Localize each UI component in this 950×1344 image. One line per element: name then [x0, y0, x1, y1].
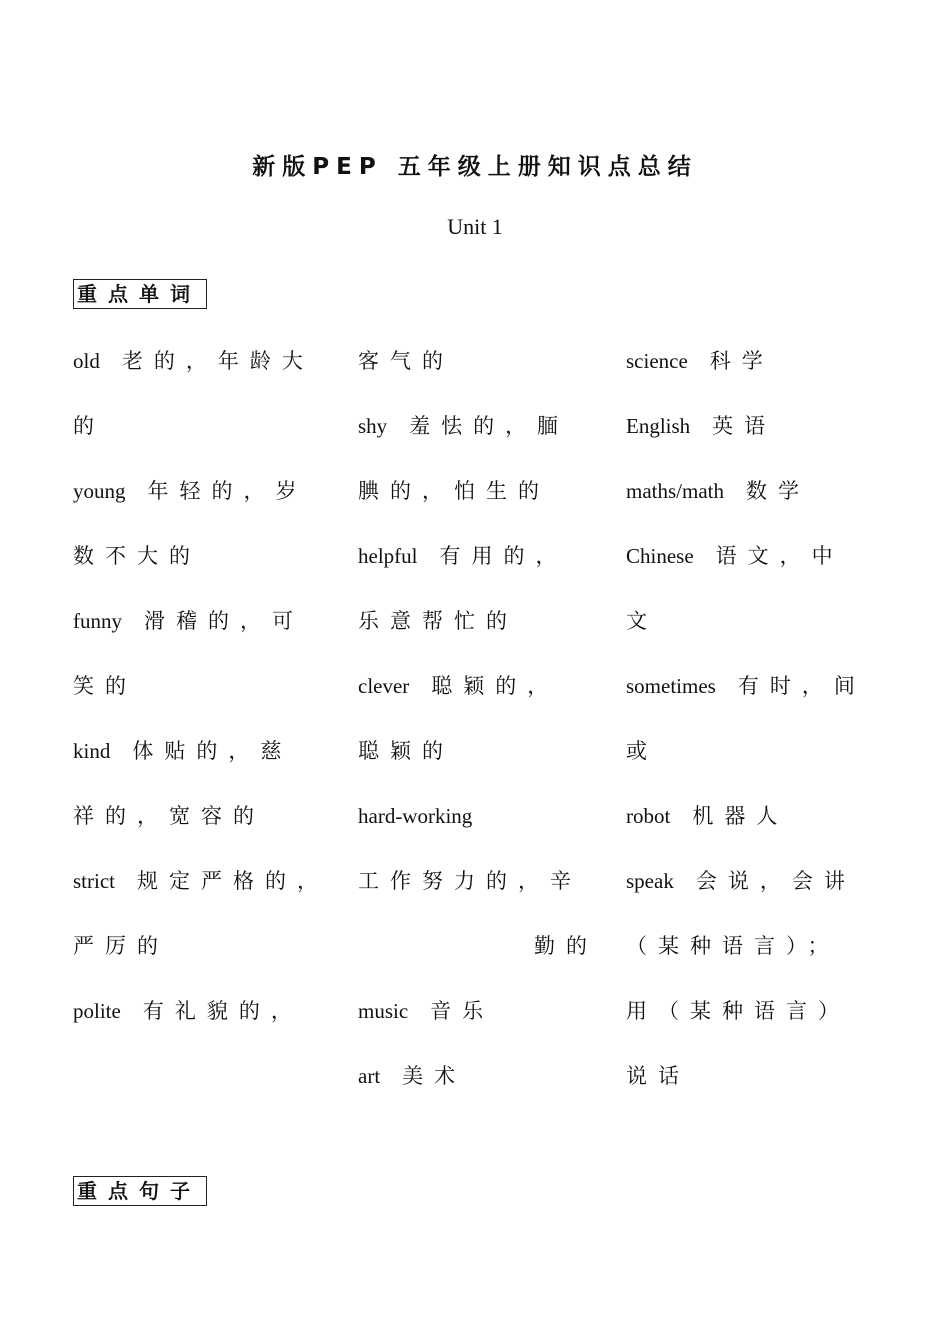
vocab-line: 或: [626, 739, 658, 763]
document-title: 新版PEP 五年级上册知识点总结: [252, 154, 698, 180]
vocab-line: helpful 有用的，: [358, 544, 568, 568]
section-key-sentences-heading: 重点句子: [73, 1176, 207, 1206]
vocab-line: 说话: [626, 1064, 690, 1088]
vocab-line: young 年轻的，岁: [73, 479, 308, 503]
vocab-line: 腆的，怕生的: [358, 479, 550, 503]
vocab-line: old 老的，年龄大: [73, 349, 314, 373]
vocab-line: 的: [73, 414, 105, 438]
vocab-line: shy 羞怯的，腼: [358, 414, 570, 438]
vocab-line: 工作努力的，辛: [358, 869, 582, 893]
vocab-line: 文: [626, 609, 658, 633]
vocab-line: funny 滑稽的，可: [73, 609, 304, 633]
vocab-line: music 音乐: [358, 999, 495, 1023]
vocab-line: English 英语: [626, 414, 777, 438]
vocab-line: （某种语言）；: [626, 934, 840, 958]
vocab-line: speak 会说，会讲: [626, 869, 856, 893]
vocab-line: 笑的: [73, 674, 137, 698]
unit-heading: Unit 1: [447, 214, 503, 239]
vocab-line: 祥的，宽容的: [73, 804, 265, 828]
vocab-line: art 美术: [358, 1064, 467, 1088]
vocab-column-2: [358, 343, 598, 1123]
vocab-line: 严厉的: [73, 934, 169, 958]
vocab-line: 聪颖的: [358, 739, 454, 763]
vocab-column-3: [626, 343, 876, 1123]
vocab-line: science 科学: [626, 349, 774, 373]
vocab-line: sometimes 有时，间: [626, 674, 866, 698]
vocab-line: 数不大的: [73, 544, 201, 568]
section-key-words-heading: 重点单词: [73, 279, 207, 309]
vocab-line: kind 体贴的，慈: [73, 739, 293, 763]
vocab-column-1: [73, 343, 343, 1058]
vocab-line: hard-working: [358, 804, 473, 828]
vocab-line: strict 规定严格的，: [73, 869, 329, 893]
vocab-line: Chinese 语文，中: [626, 544, 844, 568]
vocab-line: polite 有礼貌的，: [73, 999, 303, 1023]
vocab-line: robot 机器人: [626, 804, 789, 828]
vocab-line: 勤的: [534, 934, 598, 958]
vocab-line: maths/math 数学: [626, 479, 810, 503]
vocab-line: 乐意帮忙的: [358, 609, 518, 633]
vocab-line: 用（某种语言）: [626, 999, 850, 1023]
vocab-line: clever 聪颖的，: [358, 674, 560, 698]
vocab-line: 客气的: [358, 349, 454, 373]
